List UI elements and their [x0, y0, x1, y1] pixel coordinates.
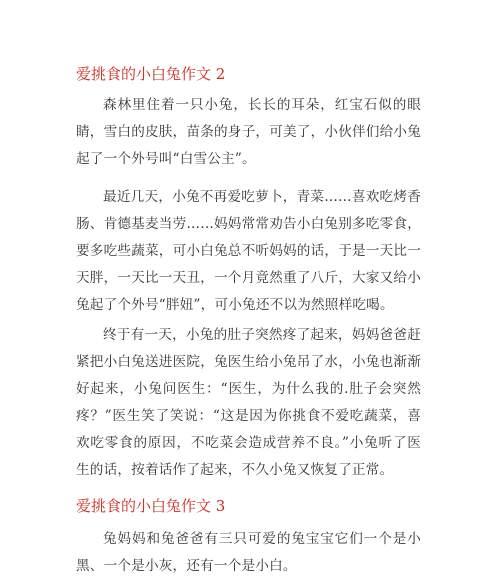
paragraph: 兔妈妈和兔爸爸有三只可爱的兔宝宝它们一个是小黑、一个是小灰，还有一个是小白。	[76, 531, 421, 574]
section-title: 爱挑食的小白兔作文 3	[76, 497, 226, 515]
paragraph: 森林里住着一只小兔，长长的耳朵，红宝石似的眼睛，雪白的皮肤，苗条的身子，可美了，小伙伴们给小兔起了一个外号叫“白雪公主”。	[76, 97, 421, 167]
paragraph: 最近几天，小兔不再爱吃萝卜，青菜……喜欢吃烤香肠、肯德基麦当劳……妈妈常常劝告小白兔别多吃零食，要多吃些蔬菜，可小白兔总不听妈妈的话，于是一天比一天胖，一天比一天丑，一个月竟然重了八斤，大家又给小兔起了个外号“胖妞”，可小兔还不以为然照样吃喝。	[76, 189, 421, 313]
paragraph: 终于有一天，小兔的肚子突然疼了起来，妈妈爸爸赶紧把小白兔送进医院，兔医生给小兔吊了水，小兔也渐渐好起来，小兔问医生：“医生，为什么我的.肚子会突然疼？”医生笑了笑说：“这是因为你挑食不爱吃蔬菜，喜欢吃零食的原因，不吃菜会造成营养不良。”小兔听了医生的话，按着话作了起来，不久小兔又恢复了正常。	[76, 327, 421, 478]
section-title: 爱挑食的小白兔作文 2	[76, 65, 226, 83]
